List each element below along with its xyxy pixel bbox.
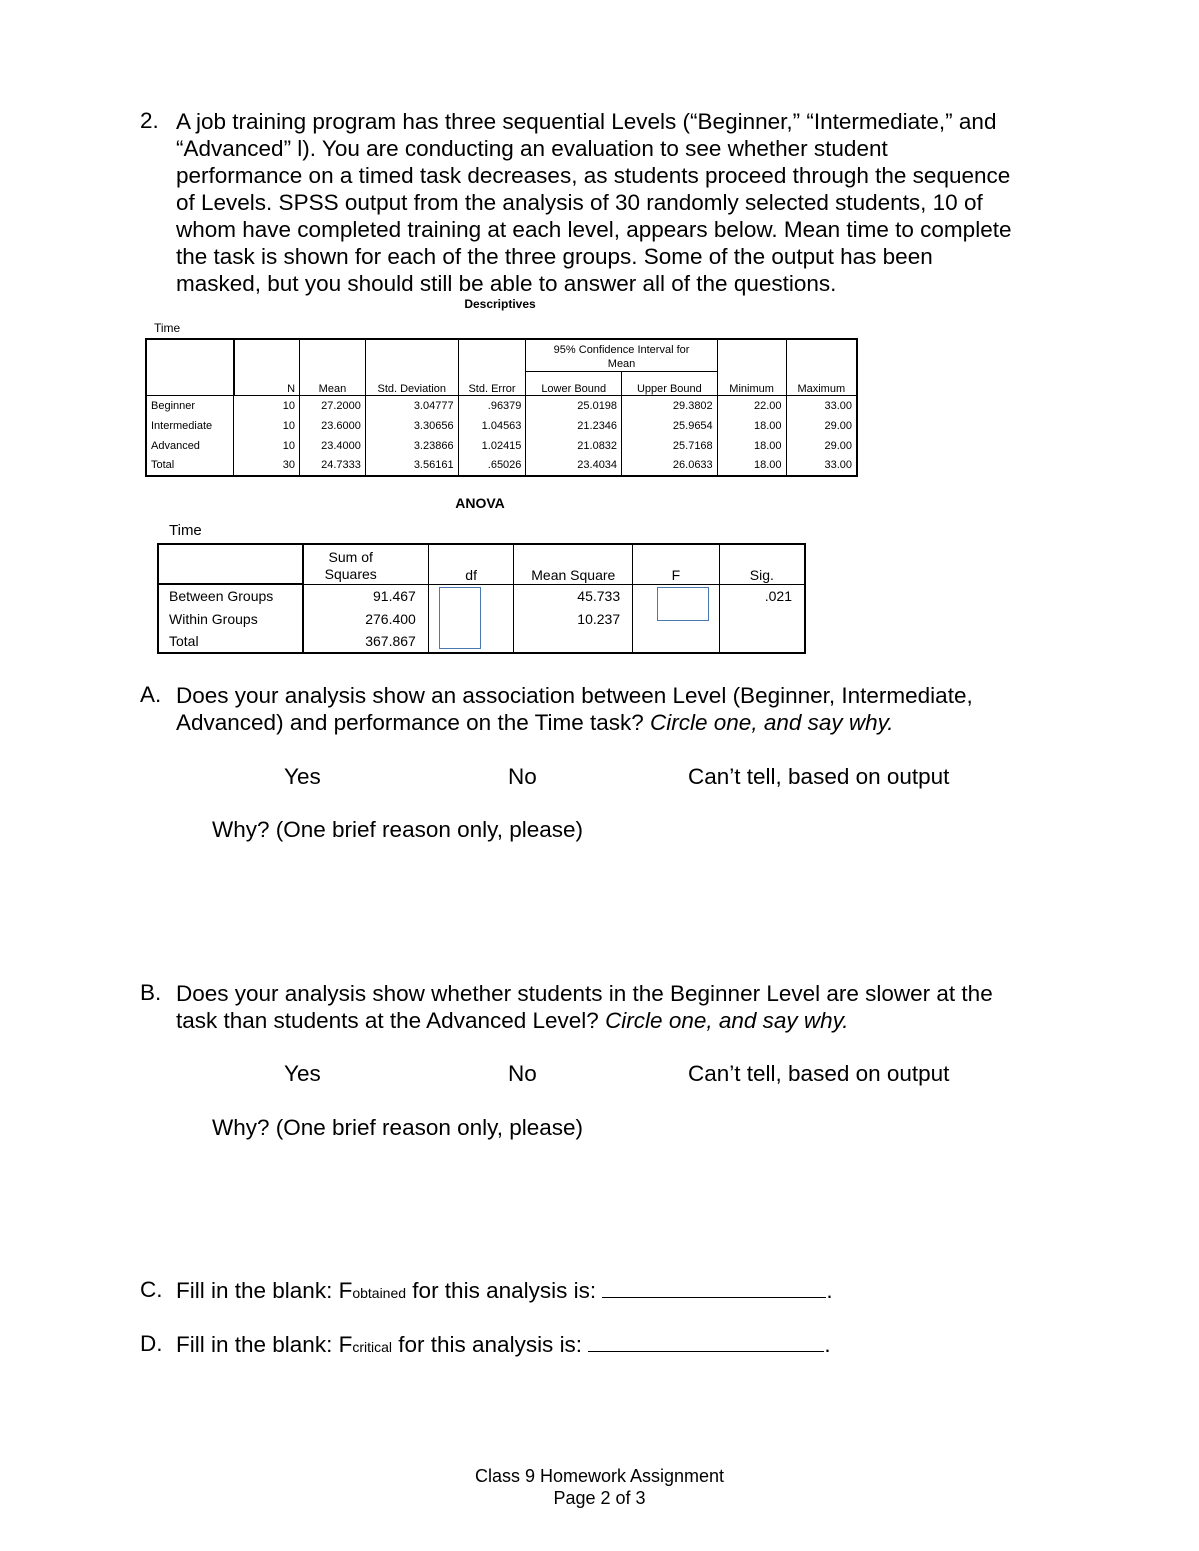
part-d-subscript: critical bbox=[352, 1339, 392, 1355]
cell: .65026 bbox=[458, 456, 526, 476]
cell: 33.00 bbox=[786, 456, 857, 476]
header-minimum: Minimum bbox=[717, 339, 786, 396]
header-mean-square: Mean Square bbox=[514, 544, 633, 584]
header-std-deviation: Std. Deviation bbox=[365, 339, 458, 396]
cell-ms bbox=[514, 630, 633, 653]
part-b-instruction: Circle one, and say why. bbox=[605, 1008, 849, 1033]
part-b-why-prompt: Why? (One brief reason only, please) bbox=[212, 1115, 584, 1140]
header-upper-bound: Upper Bound bbox=[622, 372, 718, 396]
cell: 18.00 bbox=[717, 456, 786, 476]
header-std-error: Std. Error bbox=[458, 339, 526, 396]
header-sig: Sig. bbox=[719, 544, 805, 584]
anova-dependent-label: Time bbox=[169, 522, 202, 539]
cell: 24.7333 bbox=[300, 456, 366, 476]
question-number: 2. bbox=[140, 108, 159, 133]
part-a-line1: Does your analysis show an association between Level (Beginner, Intermediate, bbox=[176, 683, 973, 708]
masked-f-box bbox=[657, 587, 709, 621]
cell-ss: 276.400 bbox=[303, 607, 429, 630]
question-line: masked, but you should still be able to answer all of the questions. bbox=[176, 271, 837, 296]
part-b-line1: Does your analysis show whether students in the Beginner Level are slower at the bbox=[176, 981, 993, 1006]
part-a-line2-plain: Advanced) and performance on the Time task? bbox=[176, 710, 651, 735]
part-a-text bbox=[176, 682, 1076, 736]
cell: 23.4034 bbox=[526, 456, 622, 476]
cell: 25.9654 bbox=[622, 416, 718, 436]
header-df: df bbox=[428, 544, 514, 584]
cell-sig bbox=[719, 630, 805, 653]
footer bbox=[0, 1465, 1199, 1509]
header-ci-line2: Mean bbox=[607, 358, 636, 370]
question-line: of Levels. SPSS output from the analysis of 30 randomly selected students, 10 of bbox=[176, 190, 983, 215]
header-sum-of-squares bbox=[303, 544, 429, 584]
table-row bbox=[146, 396, 857, 416]
row-label: Total bbox=[146, 456, 234, 476]
table-row bbox=[146, 416, 857, 436]
row-label: Beginner bbox=[146, 396, 234, 416]
part-b-letter: B. bbox=[140, 980, 162, 1005]
part-c-answer-blank[interactable] bbox=[602, 1277, 826, 1298]
header-n: N bbox=[234, 339, 300, 396]
question-line: performance on a timed task decreases, as students proceed through the sequence bbox=[176, 163, 1011, 188]
part-b-cant-tell-option[interactable]: Can’t tell, based on output bbox=[688, 1061, 950, 1086]
cell: 10 bbox=[234, 436, 300, 456]
footer-title: Class 9 Homework Assignment bbox=[474, 1466, 725, 1486]
header-ci-line1: 95% Confidence Interval for bbox=[553, 344, 690, 356]
page-number: Page 2 of 3 bbox=[553, 1488, 646, 1508]
cell: 1.04563 bbox=[458, 416, 526, 436]
anova-bottom-rule bbox=[157, 652, 806, 654]
cell-sig: .021 bbox=[719, 584, 805, 607]
cell: 21.0832 bbox=[526, 436, 622, 456]
part-c-prefix: Fill in the blank: F bbox=[176, 1278, 353, 1303]
part-a-letter: A. bbox=[140, 682, 162, 707]
header-ci bbox=[526, 339, 717, 372]
cell: 18.00 bbox=[717, 436, 786, 456]
part-a-instruction: Circle one, and say why. bbox=[650, 710, 894, 735]
part-d-prefix: Fill in the blank: F bbox=[176, 1332, 353, 1357]
part-b-no-option[interactable]: No bbox=[508, 1061, 537, 1086]
part-c-text bbox=[176, 1277, 833, 1304]
cell: 3.56161 bbox=[365, 456, 458, 476]
cell-ms: 10.237 bbox=[514, 607, 633, 630]
corner-cell bbox=[146, 339, 234, 396]
part-a-no-option[interactable]: No bbox=[508, 764, 537, 789]
question-line: “Advanced” l). You are conducting an evaluation to see whether student bbox=[176, 136, 888, 161]
part-c-suffix: for this analysis is: bbox=[406, 1278, 603, 1303]
cell: 25.0198 bbox=[526, 396, 622, 416]
part-a-why-prompt: Why? (One brief reason only, please) bbox=[212, 817, 584, 842]
descriptives-title: Descriptives bbox=[464, 297, 536, 311]
cell: 26.0633 bbox=[622, 456, 718, 476]
cell: 23.6000 bbox=[300, 416, 366, 436]
part-d-answer-blank[interactable] bbox=[588, 1331, 824, 1352]
table-row bbox=[146, 456, 857, 476]
header-f: F bbox=[633, 544, 720, 584]
header-mean: Mean bbox=[300, 339, 366, 396]
cell: 29.3802 bbox=[622, 396, 718, 416]
cell: 30 bbox=[234, 456, 300, 476]
table-row bbox=[146, 436, 857, 456]
question-line: A job training program has three sequential Levels (“Beginner,” “Intermediate,” and bbox=[176, 109, 997, 134]
masked-df-box bbox=[439, 587, 481, 649]
part-c-subscript: obtained bbox=[352, 1285, 407, 1301]
header-ss-line2: Squares bbox=[324, 565, 377, 582]
part-d-text bbox=[176, 1331, 831, 1358]
cell: .96379 bbox=[458, 396, 526, 416]
cell: 27.2000 bbox=[300, 396, 366, 416]
cell: 3.23866 bbox=[365, 436, 458, 456]
part-d-end: . bbox=[824, 1332, 831, 1357]
descriptives-table bbox=[145, 338, 858, 477]
row-label: Total bbox=[158, 630, 303, 653]
part-c-letter: C. bbox=[140, 1277, 163, 1302]
cell: 10 bbox=[234, 416, 300, 436]
cell: 21.2346 bbox=[526, 416, 622, 436]
part-b-line2 bbox=[176, 1007, 1076, 1034]
cell: 29.00 bbox=[786, 416, 857, 436]
part-a-line2 bbox=[176, 709, 1076, 736]
anova-table bbox=[157, 543, 806, 654]
cell: 29.00 bbox=[786, 436, 857, 456]
header-maximum: Maximum bbox=[786, 339, 857, 396]
part-b-text bbox=[176, 980, 1076, 1034]
df-cell bbox=[428, 584, 514, 653]
cell: 33.00 bbox=[786, 396, 857, 416]
part-b-yes-option[interactable]: Yes bbox=[284, 1061, 321, 1086]
question-2-text bbox=[176, 108, 1076, 297]
cell: 25.7168 bbox=[622, 436, 718, 456]
row-label: Advanced bbox=[146, 436, 234, 456]
cell-ms: 45.733 bbox=[514, 584, 633, 607]
row-label: Intermediate bbox=[146, 416, 234, 436]
question-line: the task is shown for each of the three groups. Some of the output has been bbox=[176, 244, 933, 269]
descriptives-dependent-label: Time bbox=[154, 321, 181, 335]
table-row bbox=[158, 584, 805, 607]
header-ss-line1: Sum of bbox=[328, 548, 373, 565]
cell: 3.30656 bbox=[365, 416, 458, 436]
row-label: Within Groups bbox=[158, 607, 303, 630]
question-line: whom have completed training at each level, appears below. Mean time to complete bbox=[176, 217, 1012, 242]
cell: 22.00 bbox=[717, 396, 786, 416]
header-lower-bound: Lower Bound bbox=[526, 372, 622, 396]
cell: 1.02415 bbox=[458, 436, 526, 456]
part-c-end: . bbox=[826, 1278, 833, 1303]
cell: 3.04777 bbox=[365, 396, 458, 416]
corner-cell bbox=[158, 544, 303, 584]
cell: 18.00 bbox=[717, 416, 786, 436]
cell: 10 bbox=[234, 396, 300, 416]
cell: 23.4000 bbox=[300, 436, 366, 456]
part-d-letter: D. bbox=[140, 1331, 163, 1356]
cell-ss: 367.867 bbox=[303, 630, 429, 653]
cell-ss: 91.467 bbox=[303, 584, 429, 607]
part-a-yes-option[interactable]: Yes bbox=[284, 764, 321, 789]
row-label: Between Groups bbox=[158, 584, 303, 607]
part-b-line2-plain: task than students at the Advanced Level? bbox=[176, 1008, 606, 1033]
anova-title: ANOVA bbox=[455, 495, 505, 511]
f-cell bbox=[633, 584, 720, 653]
cell-sig bbox=[719, 607, 805, 630]
part-a-cant-tell-option[interactable]: Can’t tell, based on output bbox=[688, 764, 950, 789]
part-d-suffix: for this analysis is: bbox=[392, 1332, 589, 1357]
